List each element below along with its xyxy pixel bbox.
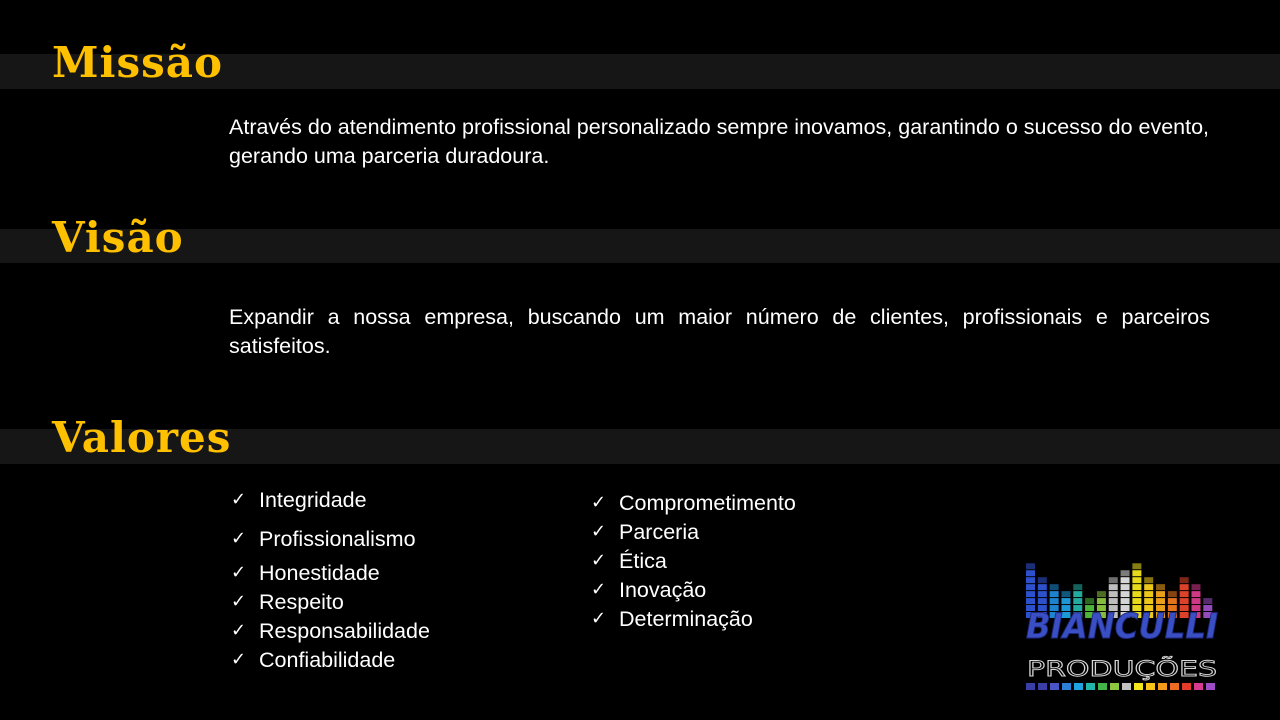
equalizer-square	[1168, 598, 1177, 604]
equalizer-square	[1097, 598, 1106, 604]
list-item-label: Inovação	[619, 578, 707, 602]
equalizer-square	[1038, 598, 1047, 604]
equalizer-square	[1050, 591, 1059, 597]
list-item	[231, 487, 367, 513]
logo-subtitle: PRODUÇÕES	[1027, 657, 1161, 681]
equalizer-square	[1132, 563, 1141, 569]
visao-heading: Visão	[52, 213, 184, 262]
list-item-label: Comprometimento	[619, 491, 796, 515]
check-icon: ✓	[591, 521, 607, 542]
color-strip-cell	[1050, 683, 1059, 690]
equalizer-square	[1191, 591, 1200, 597]
equalizer-square	[1191, 598, 1200, 604]
equalizer-square	[1121, 598, 1130, 604]
equalizer-square	[1144, 584, 1153, 590]
equalizer-square	[1026, 591, 1035, 597]
color-strip-cell	[1146, 683, 1155, 690]
color-strip-cell	[1026, 683, 1035, 690]
equalizer-square	[1132, 584, 1141, 590]
color-strip-cell	[1134, 683, 1143, 690]
check-icon: ✓	[231, 620, 247, 641]
list-item	[231, 618, 430, 644]
list-item	[591, 490, 796, 516]
equalizer-square	[1026, 598, 1035, 604]
list-item	[591, 577, 706, 603]
equalizer-square	[1026, 584, 1035, 590]
color-bar	[1026, 683, 1215, 690]
color-strip-cell	[1086, 683, 1095, 690]
equalizer-square	[1050, 598, 1059, 604]
equalizer-square	[1026, 563, 1035, 569]
bianculli-logo	[1022, 558, 1222, 694]
color-strip-cell	[1206, 683, 1215, 690]
list-item-label: Respeito	[259, 590, 344, 614]
color-strip-cell	[1182, 683, 1191, 690]
check-icon: ✓	[231, 591, 247, 612]
list-item-label: Integridade	[259, 488, 367, 512]
equalizer-square	[1144, 591, 1153, 597]
check-icon: ✓	[231, 528, 247, 549]
list-item	[591, 519, 699, 545]
list-item-label: Determinação	[619, 607, 753, 631]
equalizer-square	[1132, 570, 1141, 576]
list-item-label: Profissionalismo	[259, 527, 416, 551]
equalizer-square	[1132, 591, 1141, 597]
color-strip-cell	[1158, 683, 1167, 690]
color-strip-cell	[1074, 683, 1083, 690]
equalizer-square	[1109, 577, 1118, 583]
color-strip-cell	[1098, 683, 1107, 690]
visao-band	[0, 229, 1280, 263]
check-icon: ✓	[591, 550, 607, 571]
equalizer-square	[1061, 591, 1070, 597]
check-icon: ✓	[591, 608, 607, 629]
color-strip-cell	[1170, 683, 1179, 690]
check-icon: ✓	[231, 649, 247, 670]
list-item	[231, 560, 380, 586]
list-item	[231, 647, 395, 673]
equalizer-square	[1121, 577, 1130, 583]
equalizer-square	[1026, 577, 1035, 583]
missao-heading: Missão	[52, 38, 223, 87]
color-strip-cell	[1194, 683, 1203, 690]
equalizer-square	[1121, 591, 1130, 597]
equalizer-square	[1144, 577, 1153, 583]
missao-text: Através do atendimento profissional personalizado sempre inovamos, garantindo o sucesso do evento, gerando uma parceria duradoura.	[229, 115, 1210, 168]
list-item	[591, 606, 753, 632]
equalizer-square	[1180, 598, 1189, 604]
equalizer-square	[1132, 577, 1141, 583]
equalizer-square	[1038, 584, 1047, 590]
color-strip-cell	[1038, 683, 1047, 690]
list-item-label: Honestidade	[259, 561, 380, 585]
equalizer-square	[1191, 584, 1200, 590]
equalizer-square	[1038, 577, 1047, 583]
equalizer-square	[1085, 598, 1094, 604]
visao-text: Expandir a nossa empresa, buscando um maior número de clientes, profissionais e parceiros satisfeitos.	[229, 305, 1210, 358]
equalizer-square	[1109, 598, 1118, 604]
list-item-label: Confiabilidade	[259, 648, 396, 672]
list-item	[231, 526, 416, 552]
equalizer-square	[1144, 598, 1153, 604]
equalizer-square	[1132, 598, 1141, 604]
equalizer-square	[1061, 598, 1070, 604]
equalizer-square	[1109, 584, 1118, 590]
equalizer-square	[1073, 584, 1082, 590]
list-item-label: Parceria	[619, 520, 700, 544]
list-item	[591, 548, 667, 574]
equalizer-square	[1180, 591, 1189, 597]
equalizer-square	[1180, 577, 1189, 583]
color-strip-cell	[1062, 683, 1071, 690]
color-strip-cell	[1110, 683, 1119, 690]
equalizer-square	[1073, 598, 1082, 604]
list-item	[231, 589, 344, 615]
equalizer-square	[1168, 591, 1177, 597]
equalizer-square	[1109, 591, 1118, 597]
equalizer-square	[1156, 598, 1165, 604]
equalizer-square	[1180, 584, 1189, 590]
logo-name: BIANCULLI	[1026, 607, 1218, 647]
color-strip-cell	[1122, 683, 1131, 690]
equalizer-square	[1203, 598, 1212, 604]
equalizer-square	[1050, 584, 1059, 590]
equalizer-square	[1121, 570, 1130, 576]
check-icon: ✓	[231, 562, 247, 583]
valores-heading: Valores	[52, 413, 232, 462]
check-icon: ✓	[591, 492, 607, 513]
check-icon: ✓	[231, 489, 247, 510]
list-item-label: Responsabilidade	[259, 619, 430, 643]
equalizer-square	[1156, 584, 1165, 590]
equalizer-square	[1097, 591, 1106, 597]
check-icon: ✓	[591, 579, 607, 600]
equalizer-square	[1038, 591, 1047, 597]
equalizer-square	[1121, 584, 1130, 590]
equalizer-square	[1026, 570, 1035, 576]
equalizer-square	[1073, 591, 1082, 597]
equalizer-square	[1156, 591, 1165, 597]
list-item-label: Ética	[619, 549, 667, 573]
